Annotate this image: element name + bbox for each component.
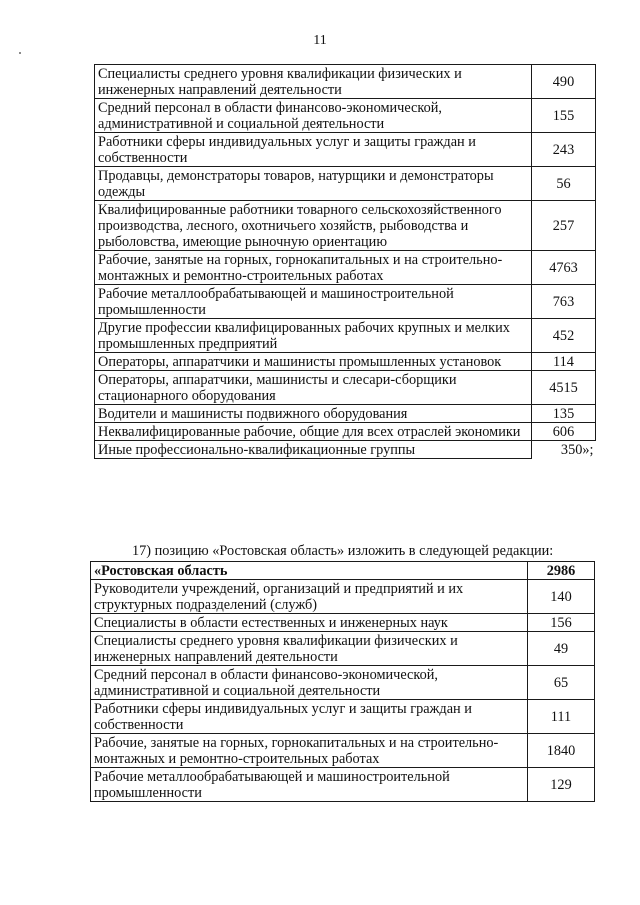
occupation-count: 1840 — [528, 734, 595, 768]
occupation-label: Квалифицированные работники товарного сельскохозяйственного производства, лесного, охотничьего хозяйств, рыбоводства и рыболовства, имеющие рыночную ориентацию — [95, 201, 532, 251]
occupation-count: 56 — [532, 167, 596, 201]
table-row — [95, 441, 596, 459]
table-row — [95, 201, 596, 251]
occupation-label: Рабочие, занятые на горных, горнокапитальных и на строительно-монтажных и ремонтно-строительных работах — [95, 251, 532, 285]
table-row — [91, 768, 595, 802]
occupation-count: 350»; — [532, 441, 596, 459]
occupation-label: Иные профессионально-квалификационные группы — [95, 441, 532, 459]
table-row — [95, 371, 596, 405]
page-number: 11 — [313, 33, 327, 48]
occupation-count: 606 — [532, 423, 596, 441]
occupation-label: Специалисты в области естественных и инженерных наук — [91, 614, 528, 632]
occupation-label: Водители и машинисты подвижного оборудования — [95, 405, 532, 423]
table-row — [95, 167, 596, 201]
occupation-label: Операторы, аппаратчики и машинисты промышленных установок — [95, 353, 532, 371]
occupation-count: 129 — [528, 768, 595, 802]
region-total: 2986 — [528, 562, 595, 580]
table-row — [91, 580, 595, 614]
region-header-row — [91, 562, 595, 580]
occupation-table-continued — [94, 64, 596, 459]
rostov-region-table — [90, 561, 595, 802]
table-row — [95, 353, 596, 371]
table-row — [95, 133, 596, 167]
table-row — [91, 666, 595, 700]
occupation-label: Работники сферы индивидуальных услуг и защиты граждан и собственности — [95, 133, 532, 167]
occupation-count: 65 — [528, 666, 595, 700]
table-row — [91, 734, 595, 768]
table-row — [95, 405, 596, 423]
scan-speck — [19, 52, 21, 54]
occupation-label: Продавцы, демонстраторы товаров, натурщики и демонстраторы одежды — [95, 167, 532, 201]
table-row — [95, 423, 596, 441]
table-row — [95, 285, 596, 319]
occupation-label: Средний персонал в области финансово-экономической, административной и социальной деятельности — [95, 99, 532, 133]
occupation-count: 243 — [532, 133, 596, 167]
table-row — [95, 251, 596, 285]
occupation-count: 452 — [532, 319, 596, 353]
occupation-count: 140 — [528, 580, 595, 614]
table-row — [95, 65, 596, 99]
occupation-label: Руководители учреждений, организаций и предприятий и их структурных подразделений (служб) — [91, 580, 528, 614]
table-row — [91, 614, 595, 632]
occupation-count: 114 — [532, 353, 596, 371]
table-row — [95, 319, 596, 353]
region-name: «Ростовская область — [91, 562, 528, 580]
occupation-count: 135 — [532, 405, 596, 423]
occupation-count: 4763 — [532, 251, 596, 285]
table-row — [91, 632, 595, 666]
table-row — [95, 99, 596, 133]
occupation-count: 257 — [532, 201, 596, 251]
amendment-instruction: 17) позицию «Ростовская область» изложить в следующей редакции: — [132, 543, 554, 559]
occupation-count: 49 — [528, 632, 595, 666]
occupation-label: Другие профессии квалифицированных рабочих крупных и мелких промышленных предприятий — [95, 319, 532, 353]
occupation-label: Операторы, аппаратчики, машинисты и слесари-сборщики стационарного оборудования — [95, 371, 532, 405]
occupation-count: 155 — [532, 99, 596, 133]
occupation-count: 763 — [532, 285, 596, 319]
occupation-label: Неквалифицированные рабочие, общие для всех отраслей экономики — [95, 423, 532, 441]
occupation-label: Рабочие металлообрабатывающей и машиностроительной промышленности — [91, 768, 528, 802]
occupation-label: Рабочие, занятые на горных, горнокапитальных и на строительно-монтажных и ремонтно-строительных работах — [91, 734, 528, 768]
occupation-count: 111 — [528, 700, 595, 734]
occupation-count: 490 — [532, 65, 596, 99]
occupation-label: Работники сферы индивидуальных услуг и защиты граждан и собственности — [91, 700, 528, 734]
occupation-count: 156 — [528, 614, 595, 632]
occupation-label: Рабочие металлообрабатывающей и машиностроительной промышленности — [95, 285, 532, 319]
occupation-label: Специалисты среднего уровня квалификации физических и инженерных направлений деятельности — [95, 65, 532, 99]
occupation-count: 4515 — [532, 371, 596, 405]
occupation-label: Специалисты среднего уровня квалификации физических и инженерных направлений деятельности — [91, 632, 528, 666]
occupation-label: Средний персонал в области финансово-экономической, административной и социальной деятельности — [91, 666, 528, 700]
table-row — [91, 700, 595, 734]
